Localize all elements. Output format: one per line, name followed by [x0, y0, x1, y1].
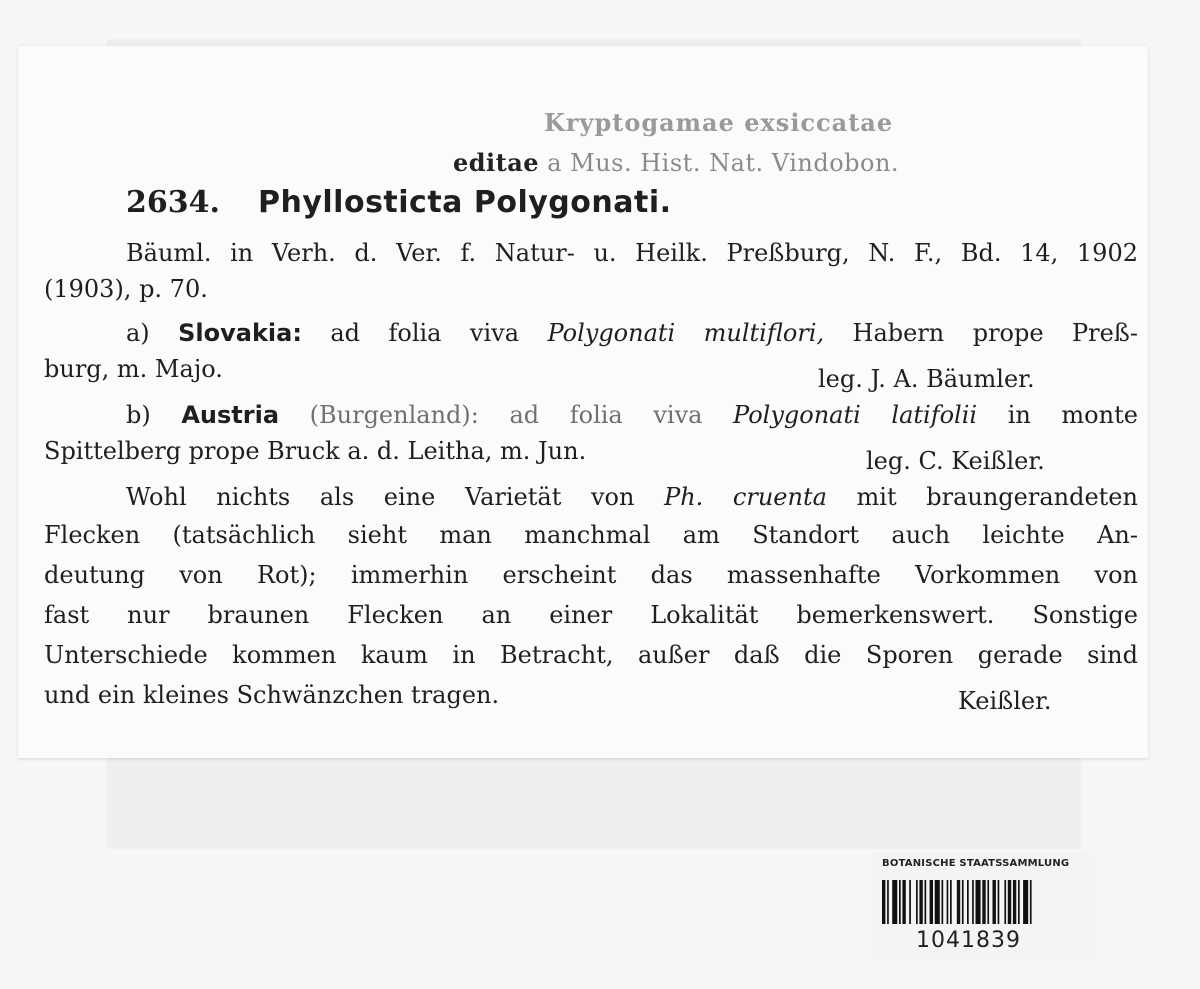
barcode-bar: [1008, 880, 1011, 924]
collection-a-text: ad folia viva: [330, 319, 520, 347]
collection-b-line-1: [126, 400, 1138, 430]
collection-a-region: Slovakia:: [178, 319, 302, 347]
collection-b-text-2: in monte: [1007, 401, 1138, 429]
barcode-bar: [1013, 880, 1016, 924]
barcode-bar: [957, 880, 960, 924]
barcode-bar: [935, 880, 940, 924]
collection-b-region: Austria: [181, 401, 280, 429]
collection-a-line-1: [126, 318, 1138, 348]
barcode-bar: [982, 880, 985, 924]
herbarium-label: [18, 46, 1148, 758]
note-line-6: und ein kleines Schwänzchen tragen.: [44, 681, 500, 709]
collection-a-marker: a): [126, 319, 150, 347]
series-publisher: [453, 148, 899, 178]
collection-b-collector: leg. C. Keißler.: [866, 447, 1045, 475]
citation-line-2: (1903), p. 70.: [44, 275, 208, 303]
note-line-1-a: Wohl nichts als eine Varietät von: [126, 483, 635, 511]
collection-b-line-2: Spittelberg prope Bruck a. d. Leitha, m. Jun.: [44, 437, 587, 465]
barcode-bar: [967, 880, 969, 924]
note-line-1-b: mit braungerandeten: [856, 483, 1138, 511]
barcode-bar: [925, 880, 927, 924]
citation-line-1: Bäuml. in Verh. d. Ver. f. Natur- u. Heilk. Preßburg, N. F., Bd. 14, 1902: [126, 239, 1138, 267]
publisher-museum: a Mus. Hist. Nat. Vindobon.: [539, 149, 900, 177]
barcode-bar: [899, 880, 901, 924]
barcode-bar: [887, 880, 889, 924]
barcode-bar: [1018, 880, 1020, 924]
series-title: Kryptogamae exsiccatae: [544, 108, 894, 137]
note-line-1: [126, 482, 1138, 512]
collection-a-line-2: burg, m. Majo.: [44, 355, 223, 383]
barcode-bar: [976, 880, 981, 924]
barcode-bar: [962, 880, 964, 924]
barcode-bar: [919, 880, 922, 924]
note-species: Ph. cruenta: [664, 483, 827, 511]
barcode-bar: [882, 880, 885, 924]
barcode-bar: [902, 880, 905, 924]
collection-a-host: Polygonati multiflori,: [547, 319, 825, 347]
barcode-bar: [892, 880, 897, 924]
barcode-bar: [1004, 880, 1006, 924]
barcode-bar: [909, 880, 911, 924]
note-line-5: Unterschiede kommen kaum in Betracht, außer daß die Sporen gerade sind: [44, 641, 1138, 669]
note-line-3: deutung von Rot); immerhin erscheint das massenhafte Vorkommen von: [44, 561, 1138, 589]
barcode-bars: [882, 880, 1082, 924]
barcode-bar: [972, 880, 974, 924]
barcode-bar: [947, 880, 949, 924]
barcode-bar: [1030, 880, 1032, 924]
barcode-bar: [993, 880, 996, 924]
barcode-number: 1041839: [916, 928, 1021, 953]
barcode-bar: [930, 880, 933, 924]
barcode-label: [872, 852, 1094, 960]
publisher-editae: editae: [453, 148, 540, 177]
barcode-bar: [942, 880, 944, 924]
barcode-bar: [987, 880, 989, 924]
note-line-2: Flecken (tatsächlich sieht man manchmal am Standort auch leichte An-: [44, 521, 1138, 549]
collection-a-collector: leg. J. A. Bäumler.: [818, 365, 1035, 393]
note-line-4: fast nur braunen Flecken an einer Lokalität bemerkenswert. Sonstige: [44, 601, 1138, 629]
exsiccata-number: 2634.: [126, 185, 220, 220]
barcode-caption: BOTANISCHE STAATSSAMMLUNG: [882, 858, 1070, 869]
collection-a-locality: Habern prope Preß-: [852, 319, 1138, 347]
barcode-bar: [1023, 880, 1028, 924]
note-author: Keißler.: [958, 687, 1052, 715]
barcode-bar: [998, 880, 1000, 924]
collection-b-host: Polygonati latifolii: [733, 401, 978, 429]
barcode-bar: [916, 880, 918, 924]
collection-b-text: (Burgenland): ad folia viva: [309, 401, 703, 429]
collection-b-marker: b): [126, 401, 151, 429]
species-name: Phyllosticta Polygonati.: [258, 185, 672, 220]
barcode-bar: [950, 880, 952, 924]
